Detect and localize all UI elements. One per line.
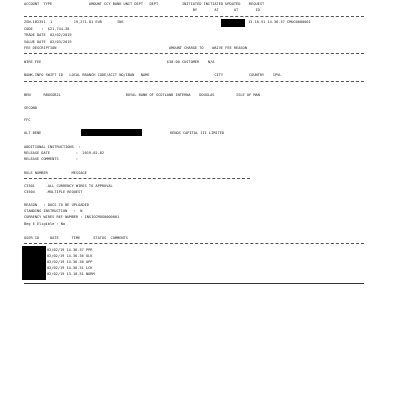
currency-ref-line: CURRENCY WIRES REF NUMBER : INSIGCMUG0000001 xyxy=(24,215,120,219)
ult-bene-label: ULT BENE xyxy=(24,131,42,135)
additional-instructions: ADDITIONAL INSTRUCTIONS : xyxy=(24,145,81,149)
fee-line: WIRE FEE $30.00 CUSTOMER N/A xyxy=(24,60,215,64)
rule-item: C3504 -MULTIPLE REQUEST xyxy=(24,190,83,194)
rules-header: RULE NUMBER MESSAGE xyxy=(24,171,87,175)
history-row: 02/02/19 14.36.57 PPR xyxy=(47,248,93,252)
code-line: CODE : $21,744.38 xyxy=(24,27,70,31)
redacted-initiator xyxy=(221,19,245,27)
second-label: SECOND xyxy=(24,106,37,110)
footer-divider xyxy=(24,283,364,284)
rules-divider xyxy=(24,178,250,179)
history-row: 02/02/19 13.18.51 NORM xyxy=(47,272,95,276)
transaction-row: ZGN-1B2351 1 19,271.81 EUR INS xyxy=(24,20,189,24)
history-row: 02/02/19 14.36.56 ULK xyxy=(47,254,93,258)
standing-instruction-line: STANDING INSTRUCTION : N xyxy=(24,209,83,213)
history-row: 02/02/19 14.36.51 LCK xyxy=(47,266,93,270)
history-header: USER ID DATE TIME STATUS COMMENTS xyxy=(24,236,128,240)
ffc-label: FFC xyxy=(24,118,31,122)
initiated-at-text: 13.18.51 14.36.57 CMUG0000001 xyxy=(248,20,311,24)
history-divider xyxy=(24,243,364,244)
column-header-line-1: ACCOUNT TYPE AMOUNT CCY BANK UNIT DEPT DEPT INITIATED INITIATED UPDATED REQUEST xyxy=(24,2,265,6)
redacted-account xyxy=(81,129,142,136)
reason-line: REASON : DOCS TO BE UPLOADED xyxy=(24,203,89,207)
header-divider xyxy=(24,16,364,17)
value-date-line: VALUE DATE 02/03/2019 xyxy=(24,40,72,44)
fee-divider xyxy=(24,53,364,54)
bank-info-header: BANK-INFO SWIFT ID LOCAL BRANCH CODE/ACCT NO/IBAN NAME CITY COUNTRY IPVL xyxy=(24,73,282,77)
beneficiary-bank-row: BEN RBOSGB2L ROYAL BANK OF SCOTLAND INTERNA DOUGLAS ISLE OF MAN xyxy=(24,93,260,97)
rule-item: C3301 -ALL CURRENCY WIRES TO APPROVAL xyxy=(24,184,113,188)
bank-info-divider xyxy=(24,81,364,82)
trade-date-line: TRADE DATE 02/02/2019 xyxy=(24,33,72,37)
redacted-user-ids xyxy=(22,246,46,280)
ult-bene-name: KENOS CAPITAL III LIMITED xyxy=(170,131,225,135)
fee-description-header: FEE DESCRIPTION AMOUNT CHARGE TO WAIVE FEE REASON xyxy=(24,46,247,50)
release-comments-line: RELEASE COMMENTS : xyxy=(24,157,79,161)
history-row: 02/02/19 14.36.56 APP xyxy=(47,260,93,264)
eligible-line: Beg E Eligible : No xyxy=(24,222,66,226)
release-date-line: RELEASE DATE : 2019-02-02 xyxy=(24,151,105,155)
column-header-line-2: BY AT AT ID xyxy=(24,8,260,12)
